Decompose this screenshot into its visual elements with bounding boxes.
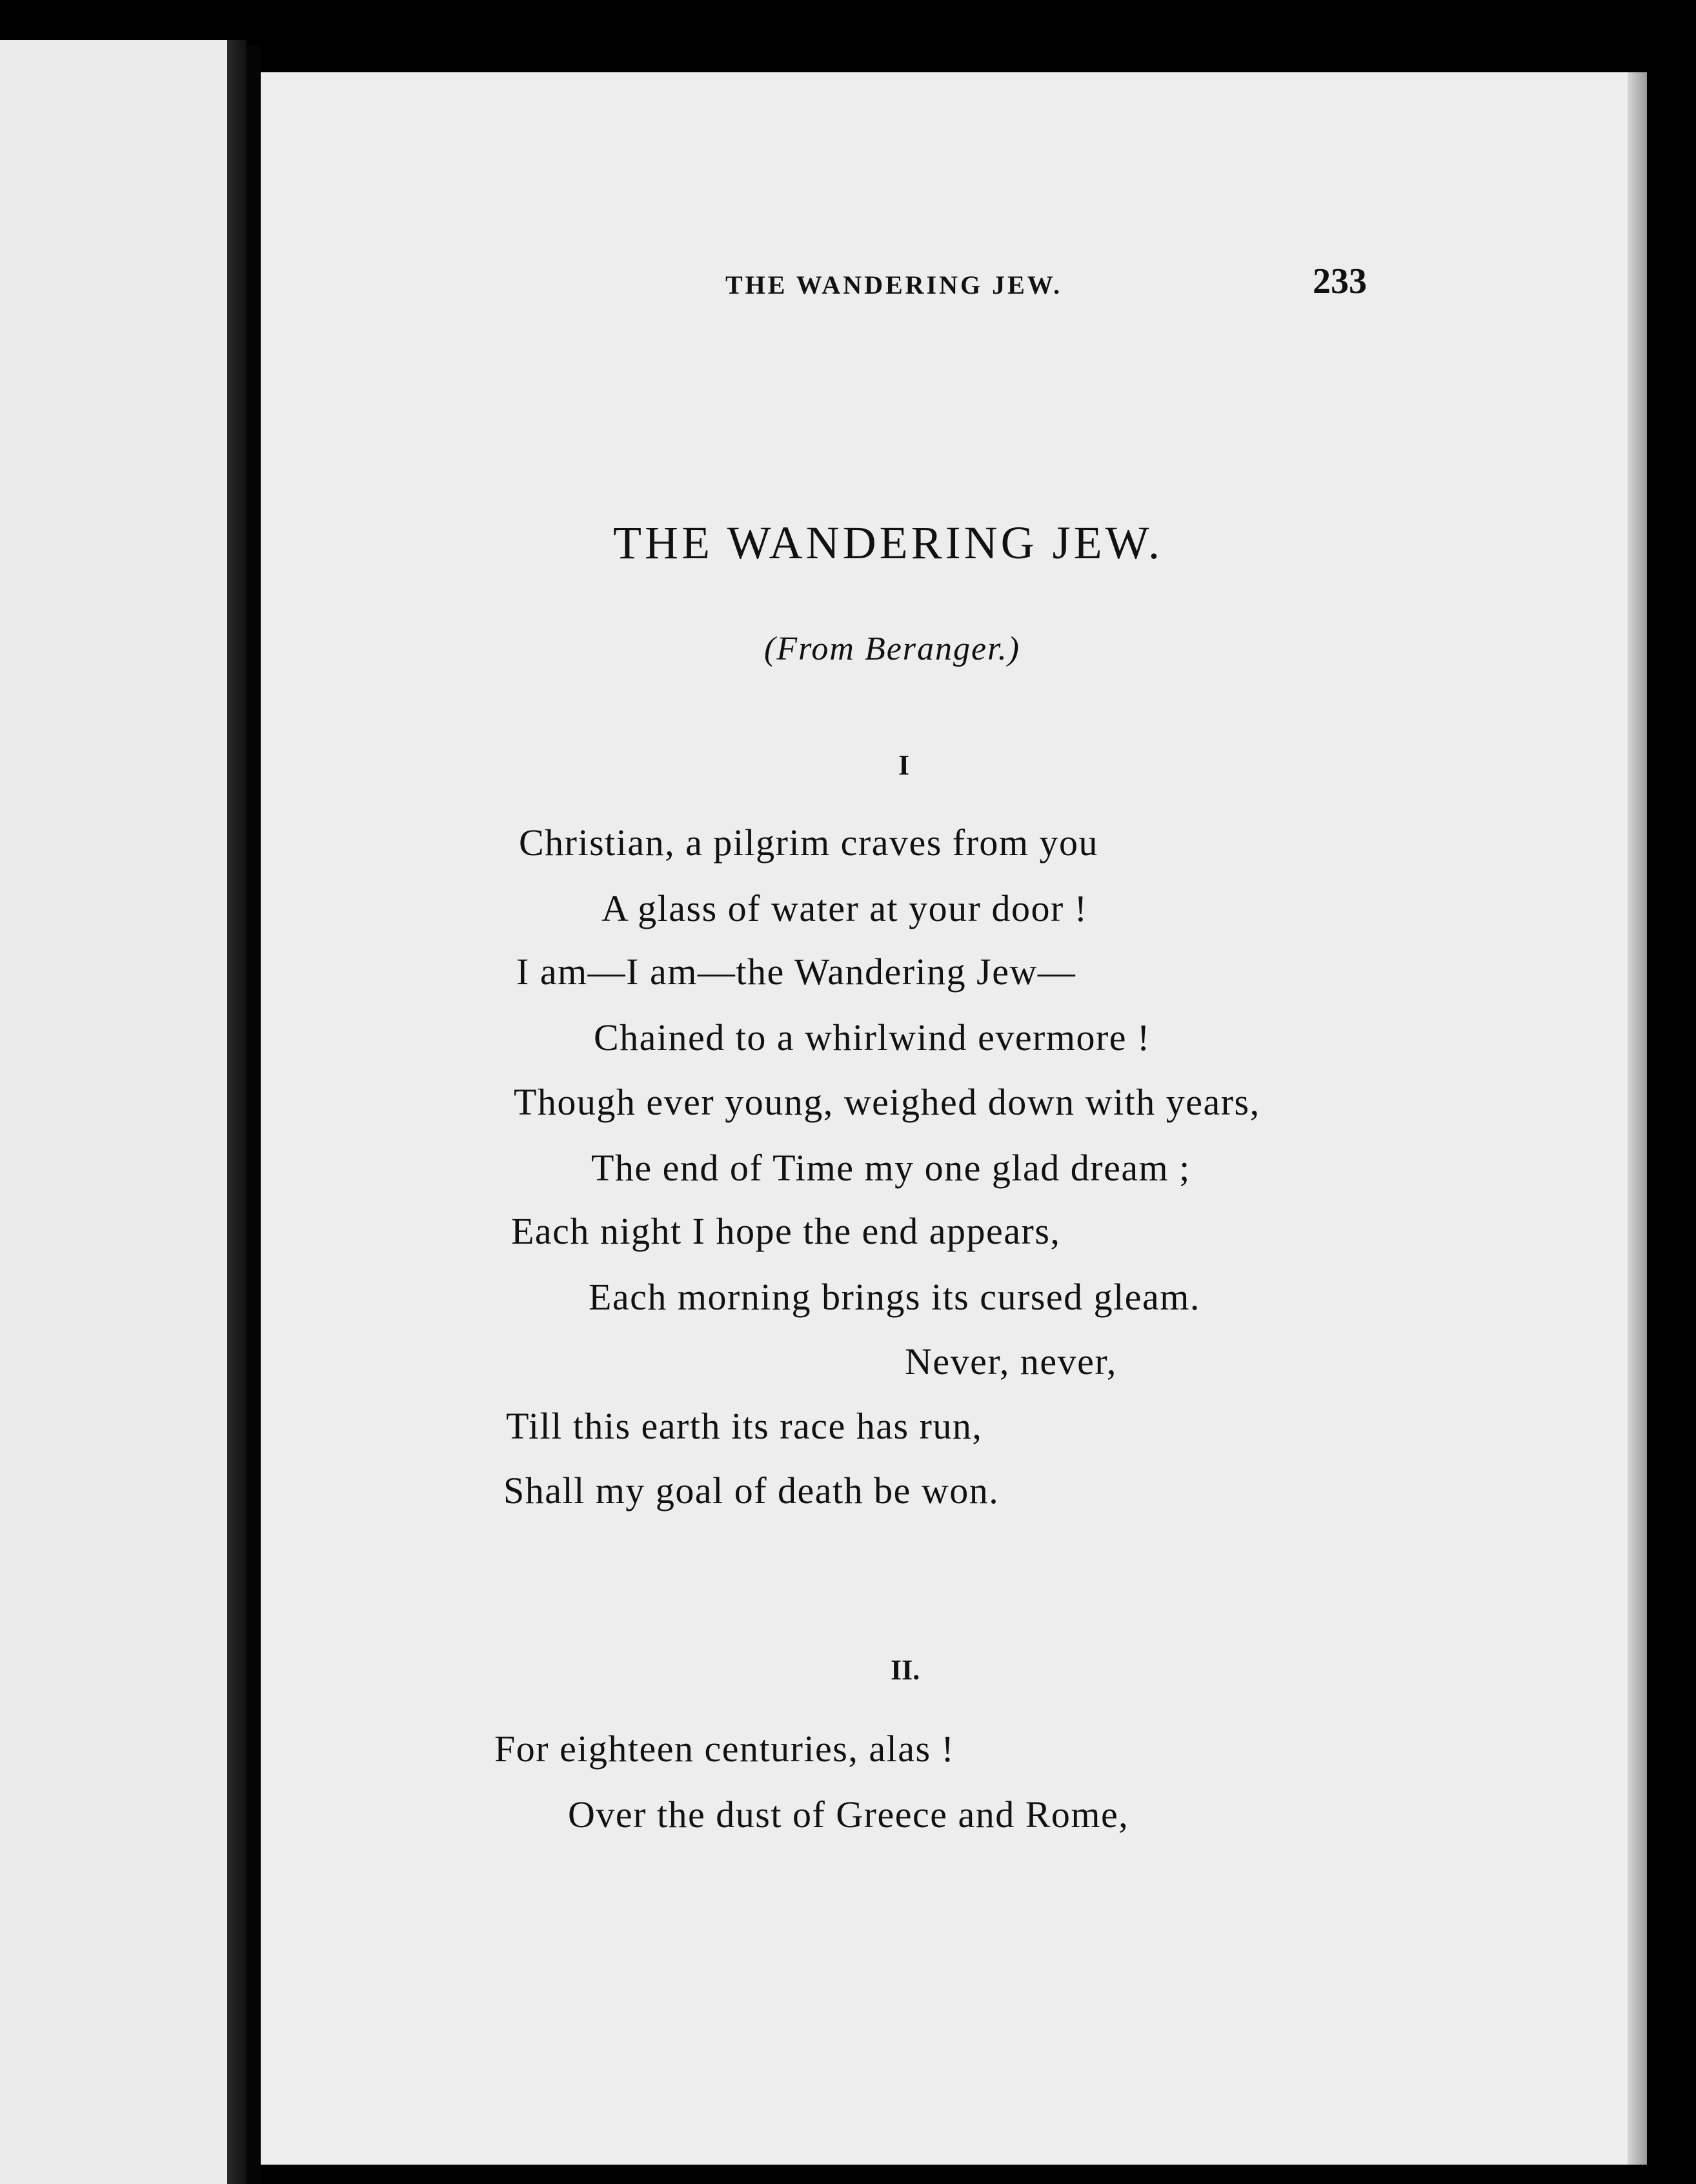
- verse-line: Each night I hope the end appears,: [511, 1210, 1061, 1252]
- verse-line: A glass of water at your door !: [601, 887, 1088, 929]
- page-number: 233: [1313, 261, 1367, 301]
- verse-line: Never, never,: [905, 1340, 1117, 1382]
- book-page: [261, 72, 1647, 2165]
- verse-line: Chained to a whirlwind evermore !: [594, 1016, 1151, 1058]
- verse-line: For eighteen centuries, alas !: [494, 1728, 955, 1770]
- verse-line: Shall my goal of death be won.: [503, 1470, 1000, 1512]
- poem-title: THE WANDERING JEW.: [613, 517, 1163, 569]
- book-gutter: [247, 45, 261, 2184]
- verse-line: Each morning brings its cursed gleam.: [589, 1276, 1200, 1318]
- verse-line: Over the dust of Greece and Rome,: [568, 1794, 1129, 1835]
- verse-line: Though ever young, weighed down with years,: [514, 1081, 1260, 1123]
- verse-line: Christian, a pilgrim craves from you: [519, 822, 1099, 864]
- page-fold-shadow: [227, 40, 247, 2184]
- verse-line: Till this earth its race has run,: [506, 1405, 983, 1447]
- previous-page-edge: [0, 40, 229, 2184]
- verse-line: The end of Time my one glad dream ;: [591, 1147, 1191, 1189]
- page-edge: [1628, 72, 1647, 2165]
- poem-attribution: (From Beranger.): [764, 631, 1020, 667]
- verse-line: I am—I am—the Wandering Jew—: [516, 951, 1076, 993]
- stanza-number: I: [898, 749, 910, 781]
- stanza-number: II.: [891, 1654, 920, 1686]
- running-head: THE WANDERING JEW.: [725, 270, 1063, 299]
